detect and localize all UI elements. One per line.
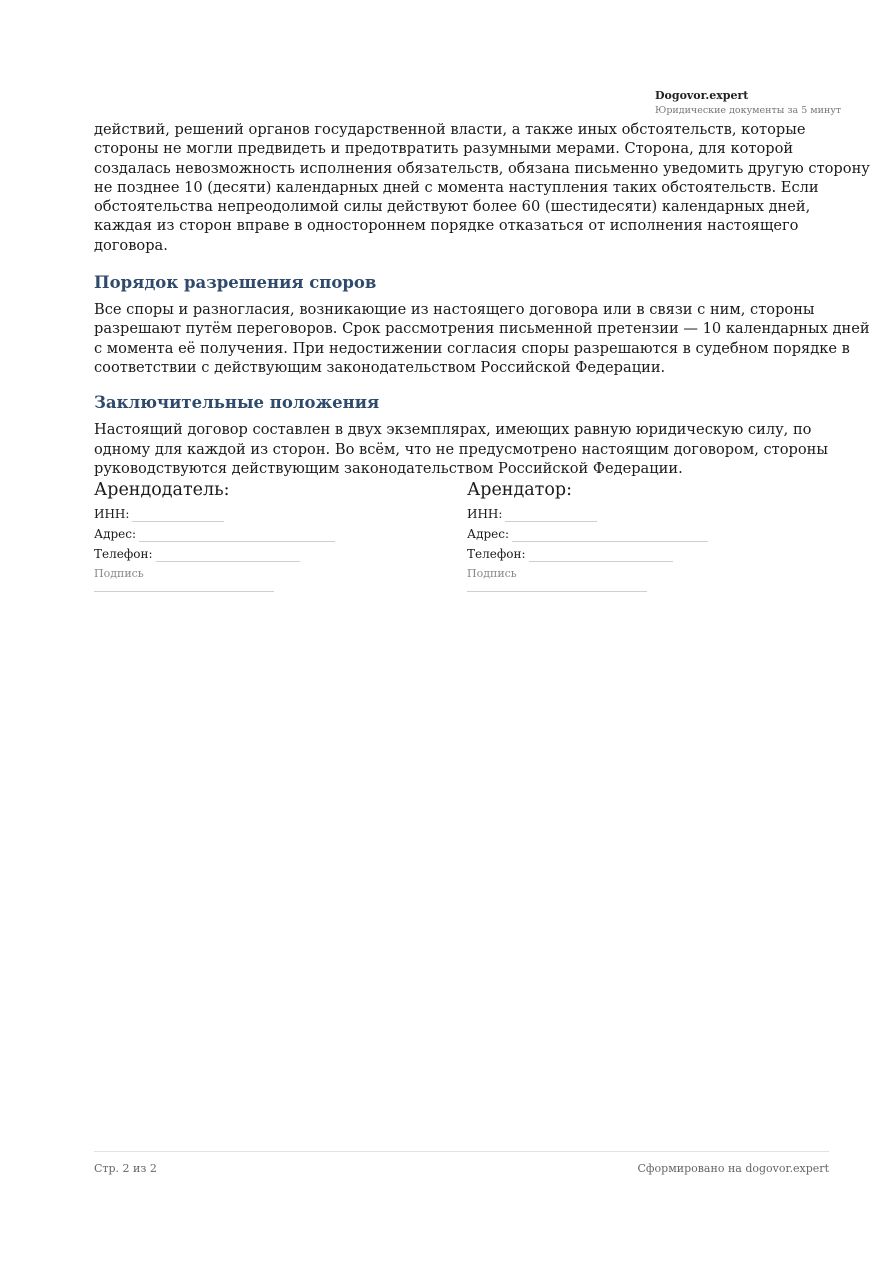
tenant-signature-label: Подпись — [467, 567, 517, 580]
landlord-phone-label: Телефон: — [94, 547, 153, 561]
tenant-inn-field — [467, 506, 767, 522]
landlord-inn-field — [94, 506, 394, 522]
landlord-block — [94, 478, 394, 592]
tenant-block — [467, 478, 767, 592]
final-provisions-heading: Заключительные положения — [94, 393, 380, 413]
brand-tagline: Юридические документы за 5 минут — [655, 105, 842, 116]
landlord-phone-field — [94, 546, 394, 562]
landlord-address-field — [94, 526, 394, 542]
footer-divider — [94, 1151, 829, 1152]
tenant-address-label: Адрес: — [467, 527, 510, 541]
disputes-heading: Порядок разрешения споров — [94, 273, 377, 293]
landlord-signature-line[interactable] — [94, 581, 274, 592]
tenant-title: Арендатор: — [467, 480, 572, 500]
landlord-address-line[interactable] — [139, 528, 335, 542]
landlord-title: Арендодатель: — [94, 480, 230, 500]
landlord-inn-label: ИНН: — [94, 507, 130, 521]
tenant-signature-line[interactable] — [467, 581, 647, 592]
tenant-phone-label: Телефон: — [467, 547, 526, 561]
generated-note: Сформировано на dogovor.expert — [637, 1162, 829, 1175]
final-provisions-paragraph: Настоящий договор составлен в двух экземплярах, имеющих равную юридическую силу, по одному для каждой из сторон. Во всём, что не предусмотрено настоящим договором, стороны руководствуются действующим законодательством Российской Федерации. — [94, 421, 829, 477]
brand-name: Dogovor.expert — [655, 89, 749, 102]
document-body — [94, 120, 870, 478]
party-signature-blocks — [94, 478, 870, 608]
tenant-phone-line[interactable] — [529, 548, 673, 562]
page-number: Стр. 2 из 2 — [94, 1162, 157, 1175]
tenant-inn-line[interactable] — [505, 508, 597, 522]
landlord-phone-line[interactable] — [156, 548, 300, 562]
force-majeure-paragraph: действий, решений органов государственной власти, а также иных обстоятельств, которые стороны не могли предвидеть и предотвратить разумными мерами. Сторона, для которой создалась невозможность исполнения обязательств, обязана письменно уведомить другую сторону не позднее 10 (десяти) календарных дней с момента наступления таких обстоятельств. Если обстоятельства непреодолимой силы действуют более 60 (шестидесяти) календарных дней, каждая из сторон вправе в одностороннем порядке отказаться от исполнения настоящего договора. — [94, 121, 870, 254]
disputes-paragraph: Все споры и разногласия, возникающие из настоящего договора или в связи с ним, стороны разрешают путём переговоров. Срок рассмотрения письменной претензии — 10 календарных дней с момента её получения. При недостижении согласия споры разрешаются в судебном порядке в соответствии с действующим законодательством Российской Федерации. — [94, 301, 870, 376]
landlord-address-label: Адрес: — [94, 527, 137, 541]
page-header — [655, 88, 885, 118]
tenant-phone-field — [467, 546, 767, 562]
tenant-address-field — [467, 526, 767, 542]
landlord-inn-line[interactable] — [132, 508, 224, 522]
tenant-address-line[interactable] — [512, 528, 708, 542]
tenant-inn-label: ИНН: — [467, 507, 503, 521]
landlord-signature-label: Подпись — [94, 567, 144, 580]
